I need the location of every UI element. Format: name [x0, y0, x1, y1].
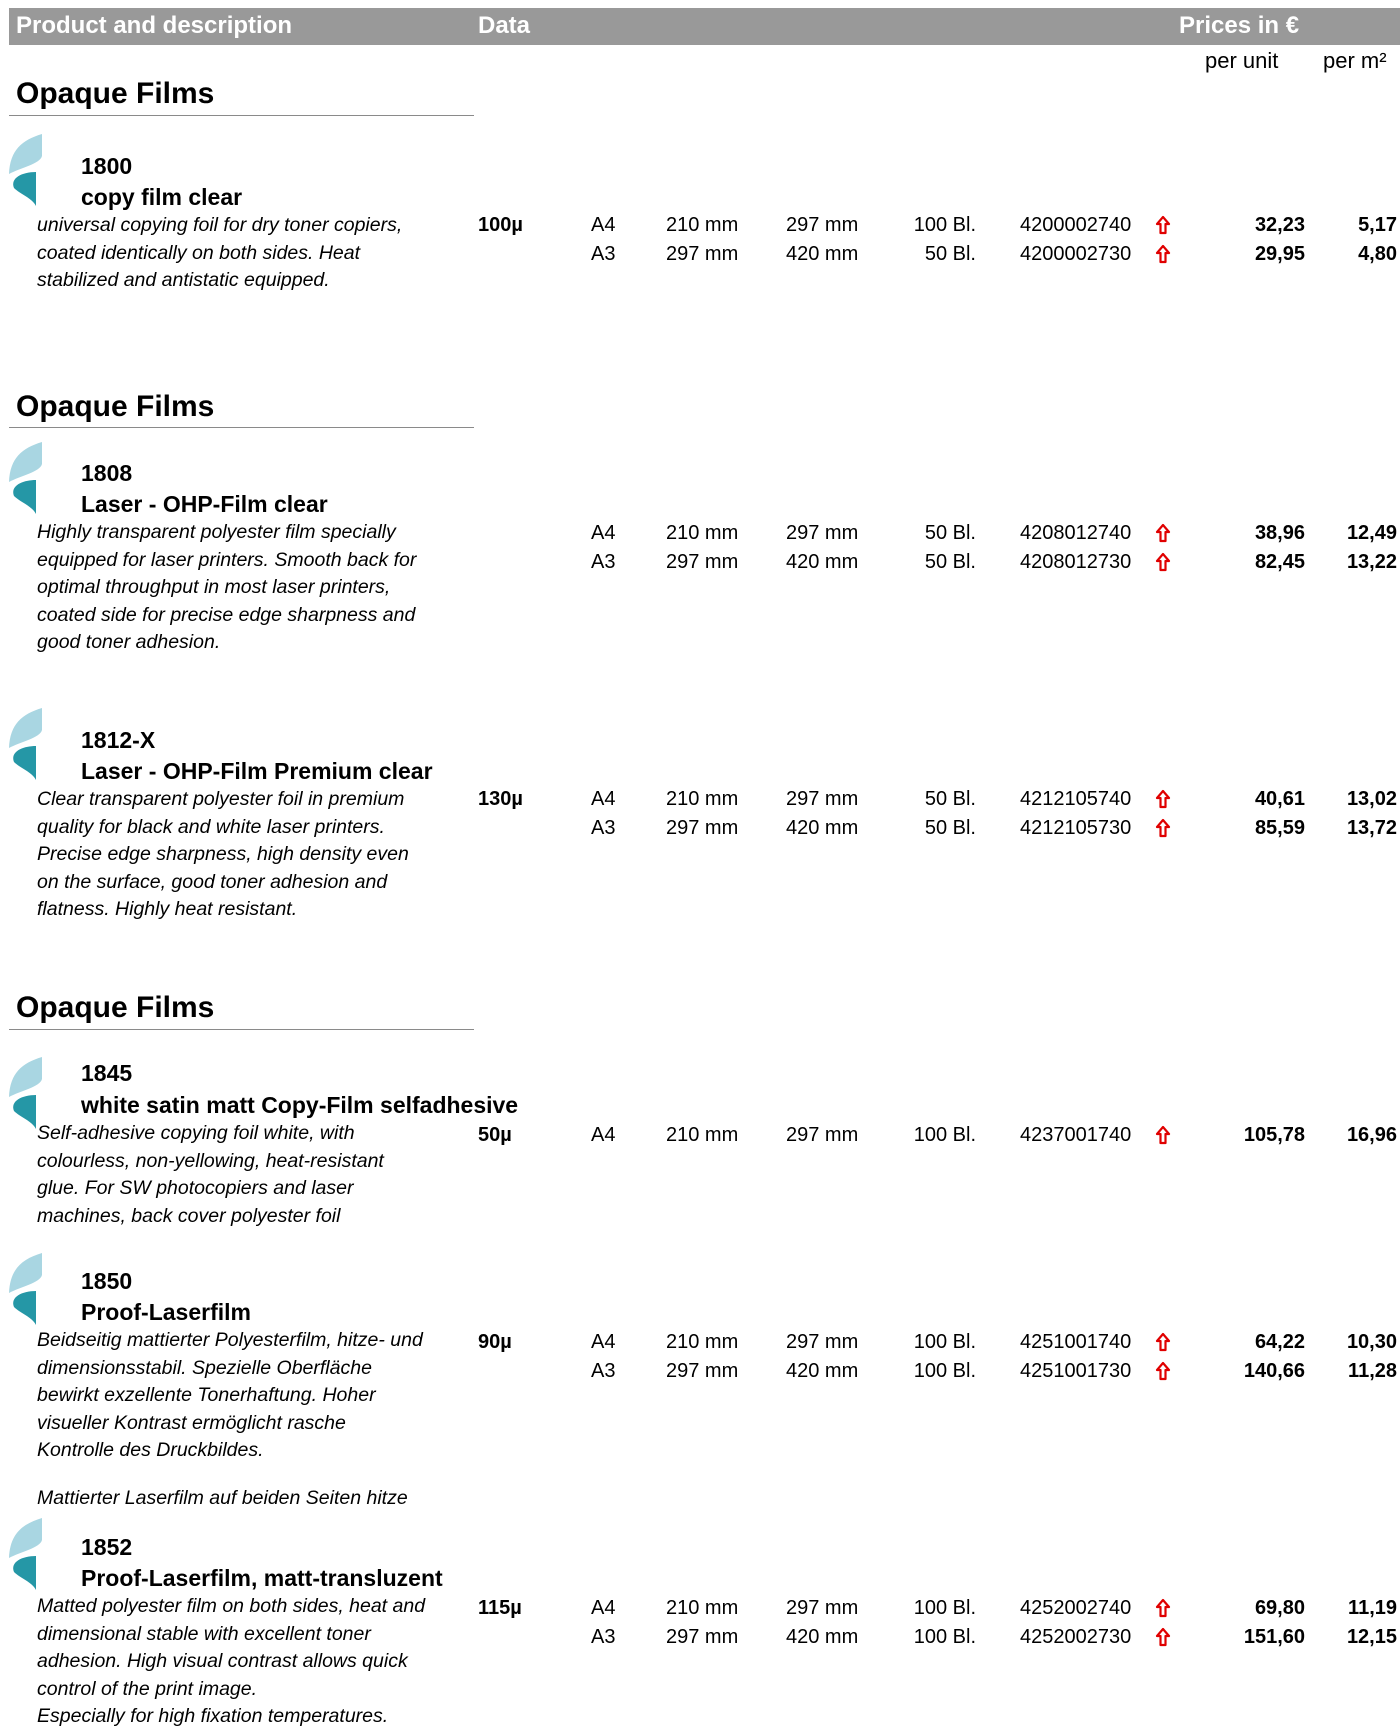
product-description: [37, 1327, 477, 1465]
description-line: Kontrolle des Druckbildes.: [37, 1439, 264, 1461]
price-per-m2-cell: 12,15: [1346, 1626, 1397, 1648]
width-cell: 210 mm: [666, 214, 739, 236]
format-cell: A3: [591, 817, 616, 839]
price-per-unit-cell: 40,61: [1254, 788, 1305, 810]
price-increase-arrow-icon: [1155, 1598, 1171, 1618]
format-cell: A3: [591, 1360, 616, 1382]
description-line: Highly transparent polyester film specially: [37, 521, 396, 543]
height-cell: 420 mm: [786, 243, 859, 265]
width-cell: 297 mm: [666, 817, 739, 839]
column-header-per-m2: per m²: [1323, 48, 1387, 73]
article-number-cell: 4200002730: [1020, 243, 1132, 265]
product-number: 1852: [81, 1534, 133, 1560]
product-description: [37, 1593, 477, 1731]
price-per-m2-cell: 5,17: [1358, 214, 1397, 236]
quantity-cell: 50 Bl.: [924, 522, 976, 544]
price-per-m2-cell: 13,72: [1346, 817, 1397, 839]
price-per-m2-cell: 13,22: [1346, 551, 1397, 573]
width-cell: 210 mm: [666, 522, 739, 544]
width-cell: 210 mm: [666, 788, 739, 810]
product-number: 1845: [81, 1060, 133, 1086]
price-per-unit-cell: 140,66: [1243, 1360, 1305, 1382]
price-increase-arrow-icon: [1155, 523, 1171, 543]
product-name: Laser - OHP-Film clear: [81, 491, 328, 517]
price-increase-arrow-icon: [1155, 818, 1171, 838]
column-header-product: Product and description: [16, 12, 293, 39]
price-per-unit-cell: 151,60: [1243, 1626, 1305, 1648]
price-per-m2-cell: 11,28: [1348, 1360, 1397, 1382]
format-cell: A4: [591, 522, 616, 544]
price-per-m2-cell: 10,30: [1346, 1331, 1397, 1353]
column-header-per-unit: per unit: [1205, 48, 1279, 73]
quantity-cell: 100 Bl.: [913, 1360, 976, 1382]
quantity-cell: 50 Bl.: [924, 817, 976, 839]
product-description: [37, 212, 477, 295]
product-name: Proof-Laserfilm, matt-transluzent: [81, 1565, 443, 1591]
description-line: universal copying foil for dry toner copiers,: [37, 214, 403, 236]
description-line: stabilized and antistatic equipped.: [37, 269, 330, 291]
section-divider: [9, 427, 474, 428]
width-cell: 210 mm: [666, 1331, 739, 1353]
height-cell: 297 mm: [786, 1124, 859, 1146]
description-line: control of the print image.: [37, 1677, 258, 1700]
product-number: 1808: [81, 460, 133, 486]
description-line: dimensional stable with excellent toner: [37, 1622, 371, 1645]
width-cell: 210 mm: [666, 1597, 739, 1619]
height-cell: 297 mm: [786, 214, 859, 236]
description-line: glue. For SW photocopiers and laser: [37, 1177, 354, 1199]
section-divider: [9, 1029, 474, 1030]
price-per-unit-cell: 32,23: [1254, 214, 1305, 236]
product-thickness: 50µ: [478, 1124, 512, 1146]
height-cell: 420 mm: [786, 1360, 859, 1382]
product-thickness: 100µ: [478, 214, 523, 236]
quantity-cell: 100 Bl.: [913, 1597, 976, 1619]
product-name: Laser - OHP-Film Premium clear: [81, 758, 433, 784]
description-line: good toner adhesion.: [37, 631, 221, 653]
quantity-cell: 50 Bl.: [924, 788, 976, 810]
price-increase-arrow-icon: [1155, 789, 1171, 809]
quantity-cell: 100 Bl.: [913, 1331, 976, 1353]
height-cell: 297 mm: [786, 1597, 859, 1619]
product-number: 1850: [81, 1268, 133, 1294]
price-per-unit-cell: 38,96: [1254, 522, 1305, 544]
height-cell: 297 mm: [786, 522, 859, 544]
description-line: Beidseitig mattierter Polyesterfilm, hitze- und: [37, 1329, 423, 1351]
height-cell: 420 mm: [786, 551, 859, 573]
description-line: optimal throughput in most laser printers,: [37, 576, 391, 598]
column-header-data: Data: [478, 12, 531, 39]
article-number-cell: 4252002740: [1020, 1597, 1132, 1619]
product-thickness: 130µ: [478, 788, 523, 810]
width-cell: 210 mm: [666, 1124, 739, 1146]
description-line: Clear transparent polyester foil in premium: [37, 788, 405, 810]
article-number-cell: 4208012740: [1020, 522, 1132, 544]
price-per-m2-cell: 11,19: [1348, 1597, 1397, 1619]
product-thickness: 115µ: [478, 1597, 522, 1619]
article-number-cell: 4212105730: [1020, 817, 1132, 839]
height-cell: 297 mm: [786, 1331, 859, 1353]
format-cell: A3: [591, 551, 616, 573]
product-name: white satin matt Copy-Film selfadhesive: [81, 1092, 519, 1118]
product-leaf-icon: [6, 134, 46, 208]
article-number-cell: 4200002740: [1020, 214, 1132, 236]
article-number-cell: 4212105740: [1020, 788, 1132, 810]
price-increase-arrow-icon: [1155, 215, 1171, 235]
product-name: copy film clear: [81, 184, 243, 210]
product-thickness: 90µ: [478, 1331, 512, 1353]
description-line: quality for black and white laser printers.: [37, 815, 385, 838]
article-number-cell: 4251001740: [1020, 1331, 1132, 1353]
product-leaf-icon: [6, 442, 46, 516]
description-line: equipped for laser printers. Smooth back for: [37, 548, 417, 571]
price-increase-arrow-icon: [1155, 1627, 1171, 1647]
price-increase-arrow-icon: [1155, 1332, 1171, 1352]
quantity-cell: 100 Bl.: [913, 1626, 976, 1648]
format-cell: A4: [591, 788, 616, 810]
article-number-cell: 4237001740: [1020, 1124, 1132, 1146]
width-cell: 297 mm: [666, 1360, 739, 1382]
price-per-unit-cell: 69,80: [1254, 1597, 1305, 1619]
price-per-m2-cell: 4,80: [1358, 243, 1397, 265]
description-line: visueller Kontrast ermöglicht rasche: [37, 1411, 346, 1434]
width-cell: 297 mm: [666, 551, 739, 573]
product-name: Proof-Laserfilm: [81, 1299, 251, 1325]
product-description: [37, 519, 477, 657]
clipped-description-line: Mattierter Laserfilm auf beiden Seiten hitze: [37, 1487, 408, 1509]
price-per-unit-cell: 82,45: [1254, 551, 1305, 573]
description-line: Especially for high fixation temperatures.: [37, 1705, 389, 1727]
description-line: colourless, non-yellowing, heat-resistant: [37, 1149, 384, 1172]
description-line: Matted polyester film on both sides, heat and: [37, 1595, 426, 1617]
quantity-cell: 100 Bl.: [913, 1124, 976, 1146]
format-cell: A4: [591, 1331, 616, 1353]
description-line: flatness. Highly heat resistant.: [37, 898, 298, 920]
description-line: on the surface, good toner adhesion and: [37, 870, 388, 893]
price-increase-arrow-icon: [1155, 1125, 1171, 1145]
height-cell: 297 mm: [786, 788, 859, 810]
price-per-m2-cell: 12,49: [1346, 522, 1397, 544]
section-title: Opaque Films: [16, 77, 215, 110]
quantity-cell: 50 Bl.: [924, 551, 976, 573]
product-number: 1812-X: [81, 727, 156, 753]
format-cell: A4: [591, 1124, 616, 1146]
article-number-cell: 4251001730: [1020, 1360, 1132, 1382]
article-number-cell: 4208012730: [1020, 551, 1132, 573]
section-title: Opaque Films: [16, 390, 215, 423]
product-leaf-icon: [6, 708, 46, 782]
price-per-unit-cell: 105,78: [1243, 1124, 1305, 1146]
quantity-cell: 50 Bl.: [924, 243, 976, 265]
product-leaf-icon: [6, 1253, 46, 1327]
description-line: dimensionsstabil. Spezielle Oberfläche: [37, 1356, 372, 1379]
product-number: 1800: [81, 153, 133, 179]
quantity-cell: 100 Bl.: [913, 214, 976, 236]
price-per-unit-cell: 64,22: [1254, 1331, 1305, 1353]
format-cell: A4: [591, 1597, 616, 1619]
format-cell: A4: [591, 214, 616, 236]
column-header-prices: Prices in €: [1179, 12, 1300, 39]
price-per-m2-cell: 13,02: [1346, 788, 1397, 810]
product-description: [37, 786, 477, 924]
description-line: coated side for precise edge sharpness and: [37, 603, 416, 626]
product-description: [37, 1120, 477, 1230]
description-line: bewirkt exzellente Tonerhaftung. Hoher: [37, 1384, 376, 1406]
price-increase-arrow-icon: [1155, 552, 1171, 572]
price-per-unit-cell: 29,95: [1254, 243, 1305, 265]
format-cell: A3: [591, 1626, 616, 1648]
price-increase-arrow-icon: [1155, 244, 1171, 264]
description-line: coated identically on both sides. Heat: [37, 241, 361, 264]
article-number-cell: 4252002730: [1020, 1626, 1132, 1648]
height-cell: 420 mm: [786, 817, 859, 839]
section-divider: [9, 115, 474, 116]
width-cell: 297 mm: [666, 1626, 739, 1648]
description-line: Precise edge sharpness, high density even: [37, 843, 409, 865]
description-line: Self-adhesive copying foil white, with: [37, 1122, 355, 1144]
product-leaf-icon: [6, 1518, 46, 1592]
price-per-unit-cell: 85,59: [1254, 817, 1305, 839]
width-cell: 297 mm: [666, 243, 739, 265]
price-per-m2-cell: 16,96: [1346, 1124, 1397, 1146]
format-cell: A3: [591, 243, 616, 265]
section-title: Opaque Films: [16, 991, 215, 1024]
price-increase-arrow-icon: [1155, 1361, 1171, 1381]
description-line: machines, back cover polyester foil: [37, 1204, 341, 1227]
description-line: adhesion. High visual contrast allows quick: [37, 1650, 408, 1672]
height-cell: 420 mm: [786, 1626, 859, 1648]
